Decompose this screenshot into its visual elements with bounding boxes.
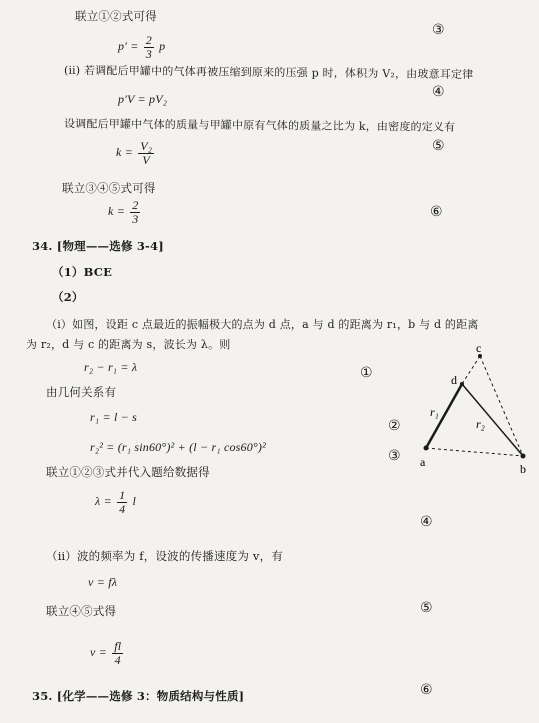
equation-marker: ⑥: [430, 204, 443, 220]
triangle-diagram: [408, 340, 538, 480]
ab-dashed-line: [426, 448, 523, 456]
equation-marker: ③: [432, 22, 445, 38]
label-r2: r₂: [476, 417, 485, 431]
cd-dashed-line: [462, 356, 480, 384]
label-c: c: [476, 341, 482, 355]
text-line: 联立①②式可得: [75, 9, 157, 23]
text-line: （2）: [52, 290, 84, 304]
equation-r1: r₁ = l − s: [90, 410, 138, 424]
point-d: [460, 382, 464, 386]
equation-marker: ⑥: [420, 682, 433, 698]
equation-k-ratio: k = $\frac{\text{V₂}}{V}$: [116, 139, 153, 167]
equation-p-prime: p′ = $\frac{2}{3}$ p: [118, 33, 166, 61]
equation-boyle: p′V = pV₂: [118, 92, 168, 106]
equation-speed: v = fλ: [88, 575, 118, 589]
label-d: d: [451, 373, 457, 387]
text-line: 联立④⑤式得: [46, 604, 117, 618]
equation-marker: ①: [360, 365, 373, 381]
text-line: （ⅰ）如图，设距 c 点最近的振幅极大的点为 d 点，a 与 d 的距离为 r₁，b 与 d 的距离: [46, 318, 479, 331]
cb-dashed-line: [480, 356, 523, 456]
label-b: b: [520, 462, 526, 476]
text-line: (ⅱ) 若调配后甲罐中的气体再被压缩到原来的压强 p 时，体积为 V₂，由玻意耳定律: [63, 63, 474, 82]
equation-marker: ④: [420, 514, 433, 530]
text-line: （ⅱ）波的频率为 f，设波的传播速度为 v，有: [46, 549, 284, 563]
r2-solid-line: [462, 384, 523, 456]
equation-k-value: k = $\frac{2}{3}$: [108, 198, 139, 226]
equation-lambda: λ = $\frac{1}{4}$ l: [95, 488, 137, 516]
text-line: 为 r₂，d 与 c 的距离为 s，波长为 λ。则: [26, 338, 231, 351]
section-heading: 34. [物理——选修 3-4]: [32, 239, 164, 253]
label-a: a: [420, 455, 426, 469]
text-line: 由几何关系有: [46, 385, 117, 399]
equation-marker: ④: [432, 84, 445, 100]
equation-path-difference: r₂ − r₁ = λ: [84, 360, 138, 374]
point-b: [521, 454, 526, 459]
section-heading: 35. [化学——选修 3：物质结构与性质]: [32, 689, 245, 703]
text-line: 设调配后甲罐中气体的质量与甲罐中原有气体的质量之比为 k，由密度的定义有: [63, 117, 456, 134]
equation-marker: ②: [388, 418, 401, 434]
equation-marker: ⑤: [432, 138, 445, 154]
text-line: 联立③④⑤式可得: [62, 181, 156, 195]
point-a: [424, 446, 429, 451]
text-line: （1）BCE: [52, 265, 113, 279]
equation-r2-squared: r₂² = (r₁ sin60°)² + (l − r₁ cos60°)²: [90, 440, 266, 454]
equation-speed-result: v = $\frac{fl}{4}$: [90, 639, 122, 667]
equation-marker: ⑤: [420, 600, 433, 616]
label-r1: r₁: [430, 405, 439, 419]
equation-marker: ③: [388, 448, 401, 464]
text-line: 联立①②③式并代入题给数据得: [46, 465, 210, 479]
